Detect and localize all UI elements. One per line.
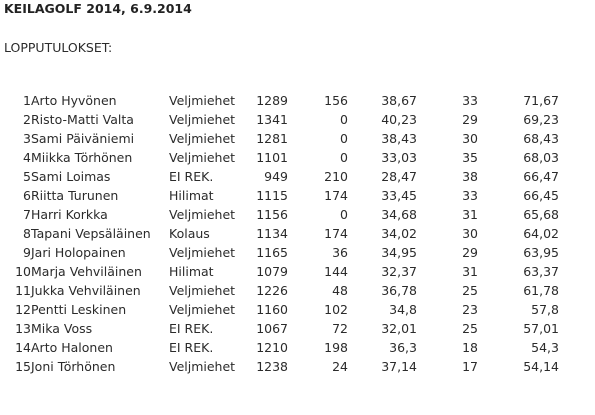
points-cell: 25 [462, 321, 478, 336]
average-cell: 34,68 [381, 207, 417, 222]
result-row [0, 243, 595, 262]
rank-cell: 11 [15, 283, 31, 298]
total-cell: 71,67 [523, 93, 559, 108]
result-row [0, 110, 595, 129]
average-cell: 36,3 [389, 340, 417, 355]
bonus-cell: 36 [332, 245, 348, 260]
rank-cell: 9 [23, 245, 31, 260]
average-cell: 34,8 [389, 302, 417, 317]
player-name-cell: Mika Voss [31, 321, 93, 336]
results-heading: LOPPUTULOKSET: [4, 40, 113, 55]
points-cell: 35 [462, 150, 478, 165]
result-row [0, 148, 595, 167]
total-cell: 54,14 [523, 359, 559, 374]
total-cell: 57,01 [523, 321, 559, 336]
score-cell: 1281 [256, 131, 288, 146]
total-cell: 54,3 [531, 340, 559, 355]
club-cell: Veljmiehet [169, 93, 236, 108]
points-cell: 17 [462, 359, 478, 374]
average-cell: 33,45 [381, 188, 417, 203]
score-cell: 1165 [256, 245, 288, 260]
player-name-cell: Marja Vehviläinen [31, 264, 142, 279]
club-cell: Veljmiehet [169, 245, 236, 260]
rank-cell: 6 [23, 188, 31, 203]
score-cell: 1067 [256, 321, 288, 336]
player-name-cell: Joni Törhönen [31, 359, 116, 374]
points-cell: 23 [462, 302, 478, 317]
result-row [0, 129, 595, 148]
club-cell: Veljmiehet [169, 112, 236, 127]
total-cell: 63,37 [523, 264, 559, 279]
score-cell: 1156 [256, 207, 288, 222]
score-cell: 1238 [256, 359, 288, 374]
bonus-cell: 0 [340, 131, 348, 146]
average-cell: 34,95 [381, 245, 417, 260]
club-cell: Veljmiehet [169, 359, 236, 374]
player-name-cell: Arto Halonen [31, 340, 113, 355]
club-cell: EI REK. [169, 321, 214, 336]
result-row [0, 281, 595, 300]
rank-cell: 13 [15, 321, 31, 336]
player-name-cell: Jukka Vehviläinen [31, 283, 141, 298]
player-name-cell: Riitta Turunen [31, 188, 119, 203]
points-cell: 30 [462, 131, 478, 146]
bonus-cell: 174 [324, 226, 348, 241]
club-cell: Veljmiehet [169, 207, 236, 222]
result-row [0, 338, 595, 357]
score-cell: 1160 [256, 302, 288, 317]
club-cell: Veljmiehet [169, 150, 236, 165]
bonus-cell: 210 [324, 169, 348, 184]
result-row [0, 167, 595, 186]
total-cell: 69,23 [523, 112, 559, 127]
bonus-cell: 24 [332, 359, 348, 374]
rank-cell: 10 [15, 264, 31, 279]
player-name-cell: Arto Hyvönen [31, 93, 117, 108]
total-cell: 65,68 [523, 207, 559, 222]
rank-cell: 7 [23, 207, 31, 222]
club-cell: EI REK. [169, 340, 214, 355]
bonus-cell: 0 [340, 207, 348, 222]
average-cell: 32,01 [381, 321, 417, 336]
average-cell: 32,37 [381, 264, 417, 279]
rank-cell: 4 [23, 150, 31, 165]
rank-cell: 15 [15, 359, 31, 374]
player-name-cell: Sami Loimas [31, 169, 111, 184]
average-cell: 34,02 [381, 226, 417, 241]
bonus-cell: 0 [340, 150, 348, 165]
total-cell: 64,02 [523, 226, 559, 241]
player-name-cell: Risto-Matti Valta [31, 112, 134, 127]
points-cell: 30 [462, 226, 478, 241]
club-cell: Veljmiehet [169, 302, 236, 317]
points-cell: 31 [462, 207, 478, 222]
rank-cell: 5 [23, 169, 31, 184]
points-cell: 33 [462, 93, 478, 108]
average-cell: 38,43 [381, 131, 417, 146]
page-title: KEILAGOLF 2014, 6.9.2014 [4, 1, 192, 16]
club-cell: Veljmiehet [169, 283, 236, 298]
result-row [0, 262, 595, 281]
bonus-cell: 174 [324, 188, 348, 203]
rank-cell: 1 [23, 93, 31, 108]
rank-cell: 8 [23, 226, 31, 241]
points-cell: 38 [462, 169, 478, 184]
result-row [0, 186, 595, 205]
club-cell: Hilimat [169, 264, 214, 279]
points-cell: 31 [462, 264, 478, 279]
total-cell: 61,78 [523, 283, 559, 298]
bonus-cell: 0 [340, 112, 348, 127]
player-name-cell: Tapani Vepsäläinen [31, 226, 151, 241]
player-name-cell: Miikka Törhönen [31, 150, 133, 165]
total-cell: 57,8 [531, 302, 559, 317]
total-cell: 66,45 [523, 188, 559, 203]
average-cell: 38,67 [381, 93, 417, 108]
score-cell: 1101 [256, 150, 288, 165]
rank-cell: 3 [23, 131, 31, 146]
points-cell: 33 [462, 188, 478, 203]
score-cell: 1134 [256, 226, 288, 241]
bonus-cell: 102 [324, 302, 348, 317]
score-cell: 949 [264, 169, 288, 184]
score-cell: 1210 [256, 340, 288, 355]
club-cell: Kolaus [169, 226, 210, 241]
rank-cell: 2 [23, 112, 31, 127]
player-name-cell: Pentti Leskinen [31, 302, 127, 317]
points-cell: 18 [462, 340, 478, 355]
average-cell: 37,14 [381, 359, 417, 374]
points-cell: 29 [462, 245, 478, 260]
club-cell: EI REK. [169, 169, 214, 184]
club-cell: Veljmiehet [169, 131, 236, 146]
average-cell: 40,23 [381, 112, 417, 127]
total-cell: 63,95 [523, 245, 559, 260]
bonus-cell: 72 [332, 321, 348, 336]
score-cell: 1079 [256, 264, 288, 279]
average-cell: 28,47 [381, 169, 417, 184]
total-cell: 66,47 [523, 169, 559, 184]
rank-cell: 14 [15, 340, 31, 355]
total-cell: 68,43 [523, 131, 559, 146]
club-cell: Hilimat [169, 188, 214, 203]
rank-cell: 12 [15, 302, 31, 317]
player-name-cell: Jari Holopainen [31, 245, 126, 260]
bonus-cell: 156 [324, 93, 348, 108]
score-cell: 1341 [256, 112, 288, 127]
bonus-cell: 48 [332, 283, 348, 298]
result-row [0, 357, 595, 376]
score-cell: 1115 [256, 188, 288, 203]
score-cell: 1226 [256, 283, 288, 298]
result-row [0, 224, 595, 243]
player-name-cell: Harri Korkka [31, 207, 108, 222]
points-cell: 25 [462, 283, 478, 298]
result-row [0, 300, 595, 319]
result-row [0, 205, 595, 224]
bonus-cell: 144 [324, 264, 348, 279]
bonus-cell: 198 [324, 340, 348, 355]
result-row [0, 319, 595, 338]
total-cell: 68,03 [523, 150, 559, 165]
score-cell: 1289 [256, 93, 288, 108]
result-row [0, 91, 595, 110]
player-name-cell: Sami Päiväniemi [31, 131, 135, 146]
points-cell: 29 [462, 112, 478, 127]
average-cell: 33,03 [381, 150, 417, 165]
average-cell: 36,78 [381, 283, 417, 298]
results-list [0, 91, 595, 376]
